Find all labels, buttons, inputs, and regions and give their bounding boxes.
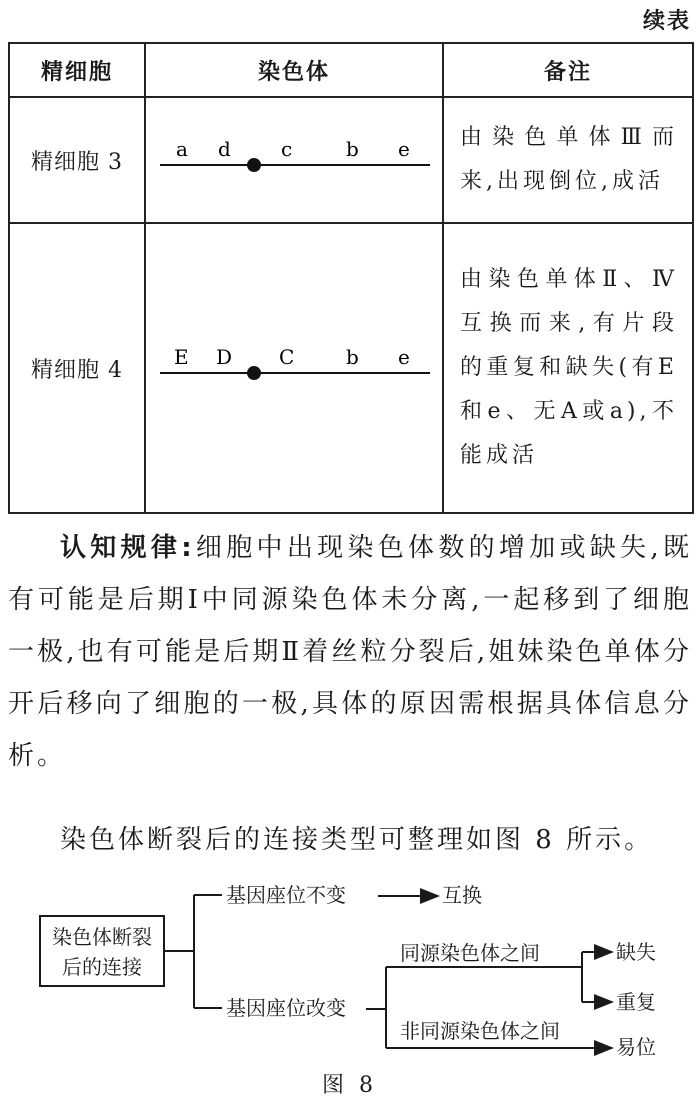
branch-locus-changed: 基因座位改变 (226, 996, 346, 1020)
header-chromosome: 染色体 (145, 43, 443, 97)
gene-label: c (281, 137, 293, 161)
chromosome-svg (146, 224, 444, 508)
sperm-cell-table (8, 42, 694, 514)
table-header-row (9, 43, 693, 97)
gene-label: d (218, 137, 231, 161)
chromosome-svg (146, 98, 444, 218)
table-row (9, 223, 693, 513)
gene-label: b (346, 345, 359, 369)
sperm-cell-name: 精细胞 4 (9, 223, 145, 513)
paragraph-cognitive-rule (8, 522, 692, 782)
gene-label: C (279, 345, 295, 369)
paragraph-lead: 认知规律: (60, 533, 195, 563)
header-note: 备注 (443, 43, 693, 97)
note-cell: 由染色单体Ⅲ而来,出现倒位,成活 (443, 97, 693, 223)
gene-label: e (398, 345, 410, 369)
gene-label: D (216, 345, 233, 369)
sub-nonhomologous: 非同源染色体之间 (400, 1019, 560, 1043)
result-missing: 缺失 (616, 940, 656, 964)
main-bracket (164, 895, 222, 1008)
gene-label: a (176, 137, 188, 161)
centromere (247, 158, 261, 172)
figure-caption: 图 8 (322, 1073, 377, 1098)
paragraph-figure-intro: 染色体断裂后的连接类型可整理如图 8 所示。 (60, 825, 654, 855)
result-exchange: 互换 (442, 883, 482, 907)
centromere (247, 366, 261, 380)
chromosome-diagram (145, 223, 443, 513)
header-sperm-cell: 精细胞 (9, 43, 145, 97)
homologous-bracket (576, 952, 582, 1002)
chromosome-diagram (145, 97, 443, 223)
sub-homologous: 同源染色体之间 (400, 941, 540, 965)
gene-label: b (346, 137, 359, 161)
connection-diagram (0, 872, 699, 1062)
paragraph-text: 细胞中出现染色体数的增加或缺失,既有可能是后期Ⅰ中同源染色体未分离,一起移到了细胞一极,也有可能是后期Ⅱ着丝粒分裂后,姐妹染色单体分开后移向了细胞的一极,具体的原因需根据具体信息分析。 (8, 533, 692, 771)
root-label-line1: 染色体断裂 (52, 925, 152, 949)
gene-label: e (398, 137, 410, 161)
note-cell: 由染色单体Ⅱ、Ⅳ互换而来,有片段的重复和缺失(有E和e、无A或a),不能成活 (443, 223, 693, 513)
result-repeat: 重复 (616, 990, 656, 1014)
result-translocation: 易位 (616, 1035, 656, 1059)
branch-locus-unchanged: 基因座位不变 (226, 883, 346, 907)
continued-label: 续表 (642, 9, 691, 34)
root-label-line2: 后的连接 (62, 955, 142, 979)
sperm-cell-name: 精细胞 3 (9, 97, 145, 223)
gene-label: E (174, 345, 189, 369)
table-row (9, 97, 693, 223)
